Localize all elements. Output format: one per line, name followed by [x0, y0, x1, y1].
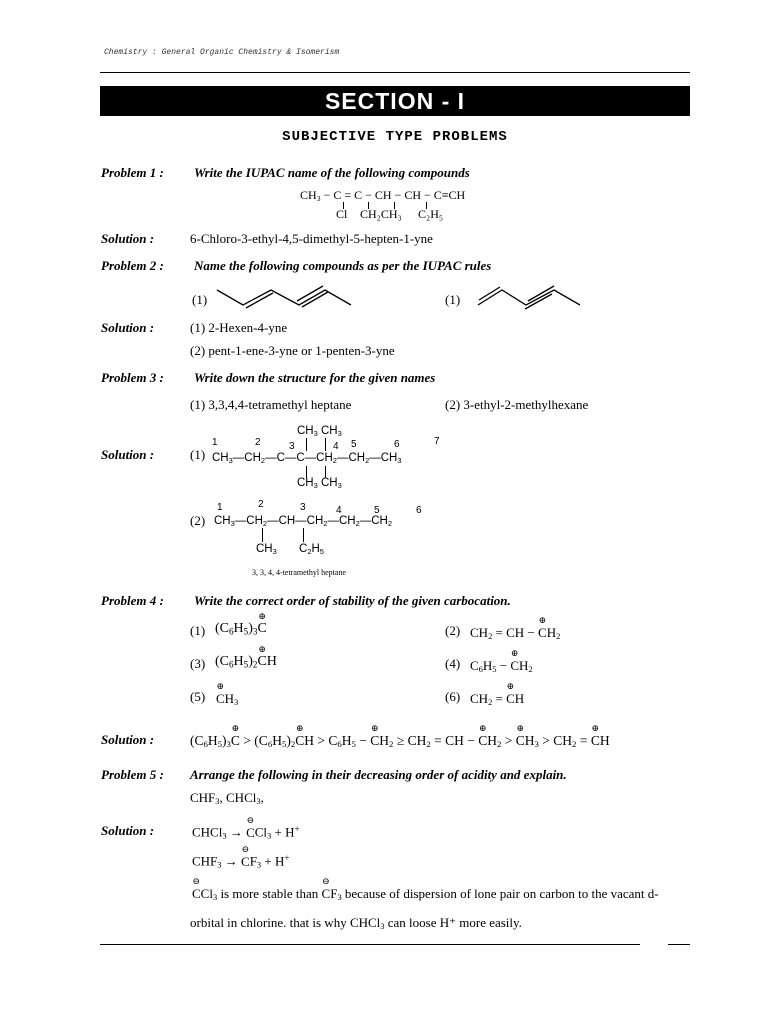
top-rule: [100, 72, 690, 73]
problem4-option-index: (4): [445, 656, 461, 671]
s2-ethyl: $C_2H_5$: [299, 543, 324, 556]
explanation-line2: orbital in chlorine. that is why CHCl$_3$ can loose H⁺ more easily.: [190, 915, 522, 932]
problem1-solution-label: Solution :: [101, 231, 155, 246]
s1-bottom-methyls: $CH_3$ $CH_3$: [297, 477, 342, 490]
problem1-substituent-cl: Cl: [336, 207, 348, 221]
s2-number: 2: [258, 499, 264, 510]
s1-number: 6: [394, 439, 400, 450]
problem3-name2: (2) 3-ethyl-2-methylhexane: [445, 397, 589, 412]
problem5-compounds: $CHF_3$, CHCl$_3$,: [190, 790, 264, 807]
s1-number: 2: [255, 437, 261, 448]
problem1-substituent-ethyl: CH₂CH₃: [360, 207, 402, 221]
bottom-rule: [100, 944, 640, 945]
carbocation-vinyl: $CH_2$ = ⊕ CH: [470, 681, 525, 708]
s1-top-methyls: $CH_3$ $CH_3$: [297, 425, 342, 438]
s2-number: 6: [416, 505, 422, 516]
problem2-option2: (1): [445, 292, 461, 307]
s2-methyl: $CH_3$: [256, 543, 277, 556]
problem3-question: Write down the structure for the given names: [194, 370, 436, 385]
problem1-structure: $CH_3 - C = C$ − CH − CH − C≡CH: [300, 188, 466, 203]
problem3-name1: (1) 3,3,4,4-tetramethyl heptane: [190, 397, 352, 412]
carbocation-methyl: ⊕ $CH_3$: [216, 681, 239, 708]
problem3-solution-label: Solution :: [101, 447, 155, 462]
equation-chcl3: CHCl$_3$ → ⊖ CCl$_3$ + H+: [192, 814, 300, 841]
problem1-question: Write the IUPAC name of the following compounds: [194, 165, 470, 180]
section-subtitle: SUBJECTIVE TYPE PROBLEMS: [282, 129, 508, 145]
section-title: SECTION - I: [100, 86, 690, 116]
problem5-label: Problem 5 :: [101, 767, 164, 782]
problem2-solution1: (1) 2-Hexen-4-yne: [190, 320, 288, 335]
bottom-rule-short: [668, 944, 690, 945]
problem1-label: Problem 1 :: [101, 165, 164, 180]
problem4-solution-label: Solution :: [101, 732, 155, 747]
problem1-substituent-ethyl2: C₂H₅: [418, 207, 444, 221]
problem4-option-index: (6): [445, 689, 461, 704]
s1-chain: $CH_3—CH_2—C—C—CH_2—CH_2—CH_3$: [212, 452, 402, 465]
problem4-option-index: (5): [190, 689, 206, 704]
problem3-label: Problem 3 :: [101, 370, 164, 385]
carbocation-allyl: $CH_2$ = CH − ⊕ $CH_2$: [470, 615, 561, 642]
problem3-s2-index: (2): [190, 513, 206, 528]
carbocation-triphenylmethyl: $(C_6H_5)_3$ ⊕ C: [215, 611, 267, 637]
equation-chf3: $CHF_3$ → ⊖ $CF_3 + H^+$: [192, 843, 290, 870]
problem4-question: Write the correct order of stability of the given carbocation.: [194, 593, 511, 608]
problem5-solution-label: Solution :: [101, 823, 155, 838]
problem2-question: Name the following compounds as per the IUPAC rules: [194, 258, 492, 273]
s2-number: 5: [374, 505, 380, 516]
problem4-option-index: (1): [190, 623, 206, 638]
running-header: Chemistry : General Organic Chemistry & Isomerism: [104, 48, 340, 57]
problem5-question: Arrange the following in their decreasing order of acidity and explain.: [190, 767, 567, 782]
problem4-option-index: (3): [190, 656, 206, 671]
s2-number: 1: [217, 502, 223, 513]
s1-number: 7: [434, 436, 440, 447]
skeletal-structure-1: [215, 284, 355, 310]
s1-number: 5: [351, 439, 357, 450]
skeletal-structure-2: [476, 284, 586, 310]
carbocation-diphenylmethyl: $(C_6H_5)_2$ ⊕ CH: [215, 644, 277, 670]
s1-number: 3: [289, 441, 295, 452]
s2-chain: $CH_3—CH_2—CH—CH_2—CH_2—CH_2$: [214, 515, 393, 528]
problem4-solution-order: $(C_6H_5)_3$ ⊕ $C > (C_6H_5)_2$ ⊕ CH > $C_6H_5$ − ⊕ $CH_2 \ge CH_2$ = CH − ⊕ $CH_2$ > ⊕ $CH_3 > CH_2$ = ⊕ CH: [190, 723, 610, 750]
problem4-label: Problem 4 :: [101, 593, 164, 608]
structure-caption: 3, 3, 4, 4-tetramethyl heptane: [252, 568, 346, 577]
problem2-option1: (1): [192, 292, 208, 307]
carbocation-benzyl: $C_6H_5$ − ⊕ $CH_2$: [470, 648, 533, 675]
problem3-s1-index: (1): [190, 447, 206, 462]
problem2-solution-label: Solution :: [101, 320, 155, 335]
s2-number: 3: [300, 502, 306, 513]
problem4-option-index: (2): [445, 623, 461, 638]
s1-number: 4: [333, 441, 339, 452]
s1-number: 1: [212, 437, 218, 448]
problem1-solution: 6-Chloro-3-ethyl-4,5-dimethyl-5-hepten-1-yne: [190, 231, 433, 246]
explanation-line1: ⊖ CCl$_3$ is more stable than ⊖ $CF_3$ because of dispersion of lone pair on carbon to the vacant d-: [192, 876, 659, 903]
problem2-label: Problem 2 :: [101, 258, 164, 273]
s2-number: 4: [336, 505, 342, 516]
problem2-solution2: (2) pent-1-ene-3-yne or 1-penten-3-yne: [190, 343, 395, 358]
